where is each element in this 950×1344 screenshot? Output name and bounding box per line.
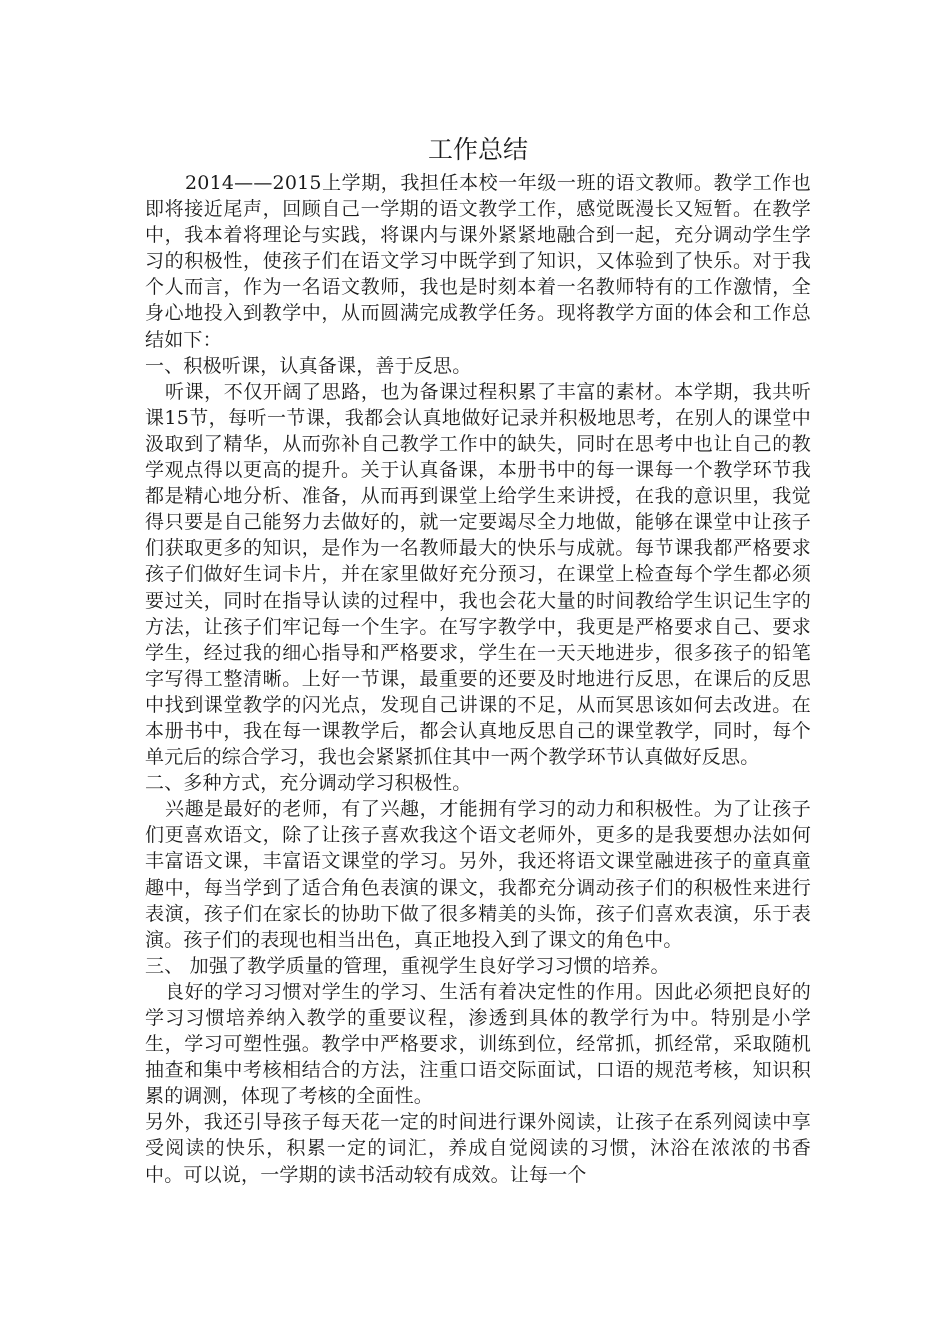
section-heading-2: 二、多种方式，充分调动学习积极性。 bbox=[145, 772, 472, 795]
section-heading-3: 三、 加强了教学质量的管理，重视学生良好学习习惯的培养。 bbox=[145, 954, 670, 977]
section-body-2: 兴趣是最好的老师，有了兴趣，才能拥有学习的动力和积极性。为了让孩子们更喜欢语文，除了让孩子喜欢我这个语文老师外，更多的是我要想办法如何丰富语文课，丰富语文课堂的学习。另外，我还将语文课堂融进孩子的童真童趣中，每当学到了适合角色表演的课文，我都充分调动孩子们的积极性来进行表演，孩子们在家长的协助下做了很多精美的头饰，孩子们喜欢表演，乐于表演。孩子们的表现也相当出色，真正地投入到了课文的角色中。 bbox=[145, 798, 811, 951]
section-body-1: 听课，不仅开阔了思路，也为备课过程积累了丰富的素材。本学期，我共听课15节，每听一节课，我都会认真地做好记录并积极地思考，在别人的课堂中汲取到了精华，从而弥补自己教学工作中的缺失，同时在思考中也让自己的教学观点得以更高的提升。关于认真备课，本册书中的每一课每一个教学环节我都是精心地分析、准备，从而再到课堂上给学生来讲授，在我的意识里，我觉得只要是自己能努力去做好的，就一定要竭尽全力地做，能够在课堂中让孩子们获取更多的知识，是作为一名教师最大的快乐与成就。每节课我都严格要求孩子们做好生词卡片，并在家里做好充分预习，在课堂上检查每个学生都必须要过关，同时在指导认读的过程中，我也会花大量的时间教给学生识记生字的方法，让孩子们牢记每一个生字。在写字教学中，我更是严格要求自己、要求学生，经过我的细心指导和严格要求，学生在一天天地进步，很多孩子的铅笔字写得工整清晰。上好一节课，最重要的还要及时地进行反思，在课后的反思中找到课堂教学的闪光点，发现自己讲课的不足，从而冥思该如何去改进。在本册书中，我在每一课教学后，都会认真地反思自己的课堂教学，同时，每个单元后的综合学习，我也会紧紧抓住其中一两个教学环节认真做好反思。 bbox=[145, 380, 811, 769]
section-heading-1: 一、积极听课，认真备课，善于反思。 bbox=[145, 354, 472, 377]
intro-paragraph: 2014——2015上学期，我担任本校一年级一班的语文教师。教学工作也即将接近尾声，回顾自己一学期的语文教学工作，感觉既漫长又短暂。在教学中，我本着将理论与实践，将课内与课外紧紧地融合到一起，充分调动学生学习的积极性，使孩子们在语文学习中既学到了知识，又体验到了快乐。对于我个人而言，作为一名语文教师，我也是时刻本着一名教师特有的工作激情，全身心地投入到教学中，从而圆满完成教学任务。现将教学方面的体会和工作总结如下： bbox=[145, 172, 811, 351]
document-title: 工作总结 bbox=[427, 135, 528, 164]
section-body-3: 良好的学习习惯对学生的学习、生活有着决定性的作用。因此必须把良好的学习习惯培养纳入教学的重要议程，渗透到具体的教学行为中。特别是小学生，学习可塑性强。教学中严格要求，训练到位，经常抓，抓经常，采取随机抽查和集中考核相结合的方法，注重口语交际面试，口语的规范考核，知识积累的调测，体现了考核的全面性。 bbox=[145, 980, 811, 1108]
document-page bbox=[145, 132, 811, 1188]
section-body-3-continued: 另外，我还引导孩子每天花一定的时间进行课外阅读，让孩子在系列阅读中享受阅读的快乐，积累一定的词汇，养成自觉阅读的习惯，沐浴在浓浓的书香中。可以说，一学期的读书活动较有成效。让每一个 bbox=[145, 1111, 811, 1186]
